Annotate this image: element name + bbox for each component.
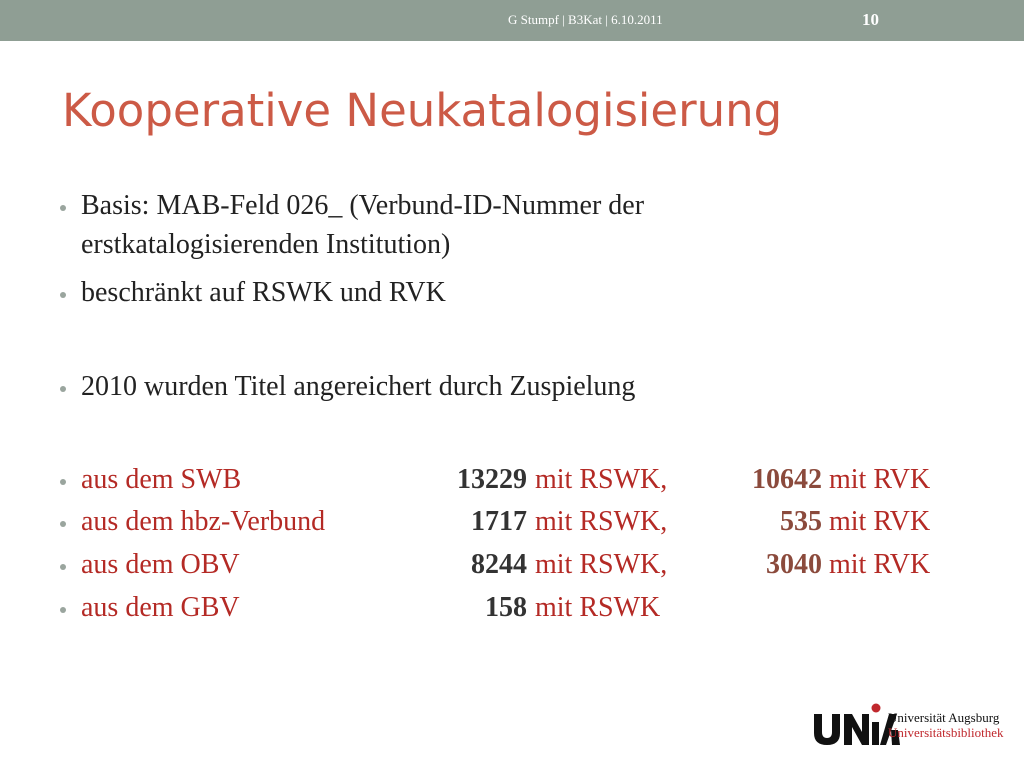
- row-label: aus dem OBV: [81, 549, 240, 580]
- row-label: aus dem hbz-Verbund: [81, 506, 326, 537]
- bullet-dot: [60, 292, 66, 298]
- rswk-label: mit RSWK,: [535, 464, 668, 495]
- bullet-text: Basis: MAB-Feld 026_ (Verbund-ID-Nummer der: [81, 190, 645, 221]
- row-label: aus dem SWB: [81, 464, 242, 495]
- bullet-text: 2010 wurden Titel angereichert durch Zuspielung: [81, 371, 636, 402]
- bullet-dot: [60, 607, 66, 613]
- bullet-dot: [60, 564, 66, 570]
- slide-title: Kooperative Neukatalogisierung: [62, 84, 783, 137]
- row-label: aus dem GBV: [81, 592, 240, 623]
- rvk-label: mit RVK: [829, 506, 931, 537]
- slide-number: 10: [862, 10, 879, 29]
- rvk-label: mit RVK: [829, 549, 931, 580]
- rswk-label: mit RSWK,: [535, 549, 668, 580]
- bullet-text: beschränkt auf RSWK und RVK: [81, 277, 446, 308]
- logo-line-1: Universität Augsburg: [888, 710, 1000, 725]
- rswk-count: 8244: [471, 549, 527, 580]
- rswk-count: 158: [485, 592, 527, 623]
- rvk-label: mit RVK: [829, 464, 931, 495]
- footer-text: G Stumpf | B3Kat | 6.10.2011: [508, 12, 663, 27]
- rswk-count: 1717: [471, 506, 527, 537]
- bullet-dot: [60, 205, 66, 211]
- header-bar: [0, 0, 1024, 41]
- bullet-dot: [60, 386, 66, 392]
- bullet-dot: [60, 521, 66, 527]
- rvk-count: 535: [780, 506, 822, 537]
- bullet-dot: [60, 479, 66, 485]
- rswk-label: mit RSWK,: [535, 506, 668, 537]
- rswk-label: mit RSWK: [535, 592, 661, 623]
- rswk-count: 13229: [457, 464, 527, 495]
- rvk-count: 10642: [752, 464, 822, 495]
- bullet-text-continued: erstkatalogisierenden Institution): [81, 229, 451, 260]
- rvk-count: 3040: [766, 549, 822, 580]
- logo-line-2: Universitätsbibliothek: [888, 725, 1004, 740]
